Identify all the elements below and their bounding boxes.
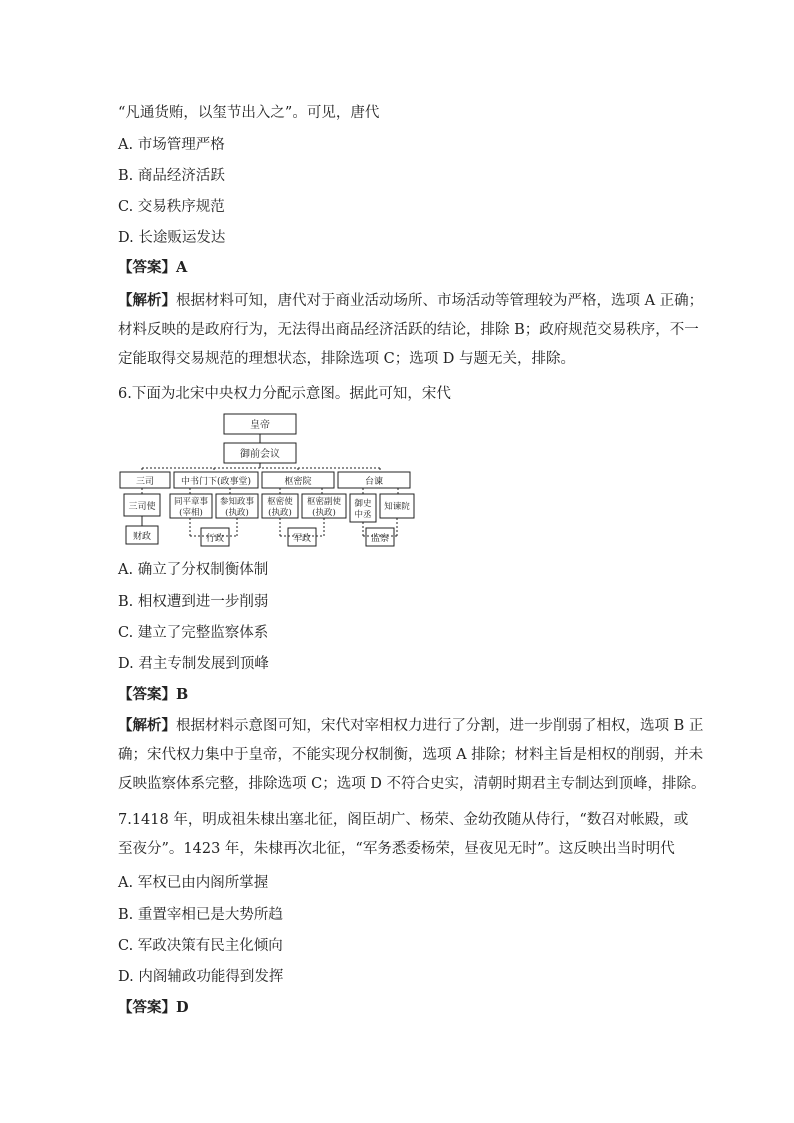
diagram-zhizheng-2: (执政) bbox=[268, 508, 292, 518]
diagram-shumifushi: 枢密副使 bbox=[306, 497, 342, 507]
q7-option-d: D. 内阁辅政功能得到发挥 bbox=[118, 969, 284, 985]
q5-analysis-label: 【解析】 bbox=[118, 292, 176, 309]
q5-analysis-line-1: 根据材料可知，唐代对于商业活动场所、市场活动等管理较为严格，选项 A 正确； bbox=[176, 293, 704, 309]
diagram-zaixiang: (宰相) bbox=[179, 508, 203, 518]
q6-option-d: D. 君主专制发展到顶峰 bbox=[118, 656, 269, 672]
diagram-council: 御前会议 bbox=[240, 449, 280, 460]
q5-option-c: C. 交易秩序规范 bbox=[118, 199, 225, 215]
diagram-func-xingzheng: 行政 bbox=[205, 534, 225, 544]
q6-option-a: A. 确立了分权制衡体制 bbox=[118, 562, 269, 578]
q6-analysis bbox=[118, 711, 706, 799]
q6-answer: 【答案】B bbox=[118, 686, 189, 703]
q6-analysis-line-2: 确；宋代权力集中于皇帝，不能实现分权制衡，选项 A 排除；材料主旨是相权的削弱，并未 bbox=[118, 747, 704, 763]
diagram-branch-shumi: 枢密院 bbox=[284, 477, 312, 487]
diagram-canzhi: 参知政事 bbox=[219, 497, 255, 507]
q7-option-b: B. 重置宰相已是大势所趋 bbox=[118, 907, 283, 923]
diagram-yushi: 御史 bbox=[354, 499, 372, 509]
song-power-diagram bbox=[118, 410, 420, 550]
diagram-zhongcheng: 中丞 bbox=[354, 510, 372, 520]
diagram-tongpingzhang: 同平章事 bbox=[173, 497, 209, 507]
q7-option-a: A. 军权已由内阁所掌握 bbox=[118, 875, 269, 891]
diagram-zhijianyuan: 知谏院 bbox=[384, 502, 410, 512]
q7-stem bbox=[118, 806, 689, 864]
diagram-branch-taijian: 台谏 bbox=[364, 477, 384, 487]
q6-analysis-label: 【解析】 bbox=[118, 717, 176, 734]
q7-stem-line-1: 7.1418 年，明成祖朱棣出塞北征，阁臣胡广、杨荣、金幼孜随从侍行，“数召对帐殿，或 bbox=[118, 812, 689, 828]
diagram-sansishi: 三司使 bbox=[128, 502, 156, 512]
q5-option-b: B. 商品经济活跃 bbox=[118, 168, 225, 184]
q5-stem-tail: “凡通货贿，以玺节出入之”。可见，唐代 bbox=[118, 105, 380, 121]
diagram-zhizheng-1: (执政) bbox=[225, 508, 249, 518]
diagram-func-caizheng: 财政 bbox=[132, 532, 152, 542]
q6-option-b: B. 相权遭到进一步削弱 bbox=[118, 594, 269, 610]
q7-stem-line-2: 至夜分”。1423 年，朱棣再次北征，“军务悉委杨荣，昼夜见无时”。这反映出当时明代 bbox=[118, 841, 675, 857]
q5-analysis-line-2: 材料反映的是政府行为，无法得出商品经济活跃的结论，排除 B；政府规范交易秩序，不一 bbox=[118, 322, 699, 338]
q6-stem: 6.下面为北宋中央权力分配示意图。据此可知，宋代 bbox=[118, 386, 451, 402]
q7-option-c: C. 军政决策有民主化倾向 bbox=[118, 938, 283, 954]
diagram-branch-sansi: 三司 bbox=[135, 477, 155, 487]
diagram-func-jiancha: 监察 bbox=[370, 534, 390, 544]
q6-analysis-line-1: 根据材料示意图可知，宋代对宰相权力进行了分割，进一步削弱了相权，选项 B 正 bbox=[176, 718, 704, 734]
q6-option-c: C. 建立了完整监察体系 bbox=[118, 625, 269, 641]
q6-analysis-line-3: 反映监察体系完整，排除选项 C；选项 D 不符合史实，清朝时期君主专制达到顶峰，排除。 bbox=[118, 776, 706, 792]
q5-answer: 【答案】A bbox=[118, 259, 188, 276]
q5-option-a: A. 市场管理严格 bbox=[118, 137, 225, 153]
diagram-zhizheng-3: (执政) bbox=[312, 508, 336, 518]
q5-analysis-line-3: 定能取得交易规范的理想状态，排除选项 C；选项 D 与题无关，排除。 bbox=[118, 351, 576, 367]
diagram-emperor: 皇帝 bbox=[250, 420, 270, 431]
diagram-shumishi: 枢密使 bbox=[267, 497, 293, 507]
q7-answer: 【答案】D bbox=[118, 999, 189, 1016]
q5-analysis bbox=[118, 286, 704, 374]
diagram-func-junzheng: 军政 bbox=[292, 534, 312, 544]
diagram-branch-zhongshu: 中书门下(政事堂) bbox=[180, 477, 252, 487]
q5-option-d: D. 长途贩运发达 bbox=[118, 230, 226, 246]
